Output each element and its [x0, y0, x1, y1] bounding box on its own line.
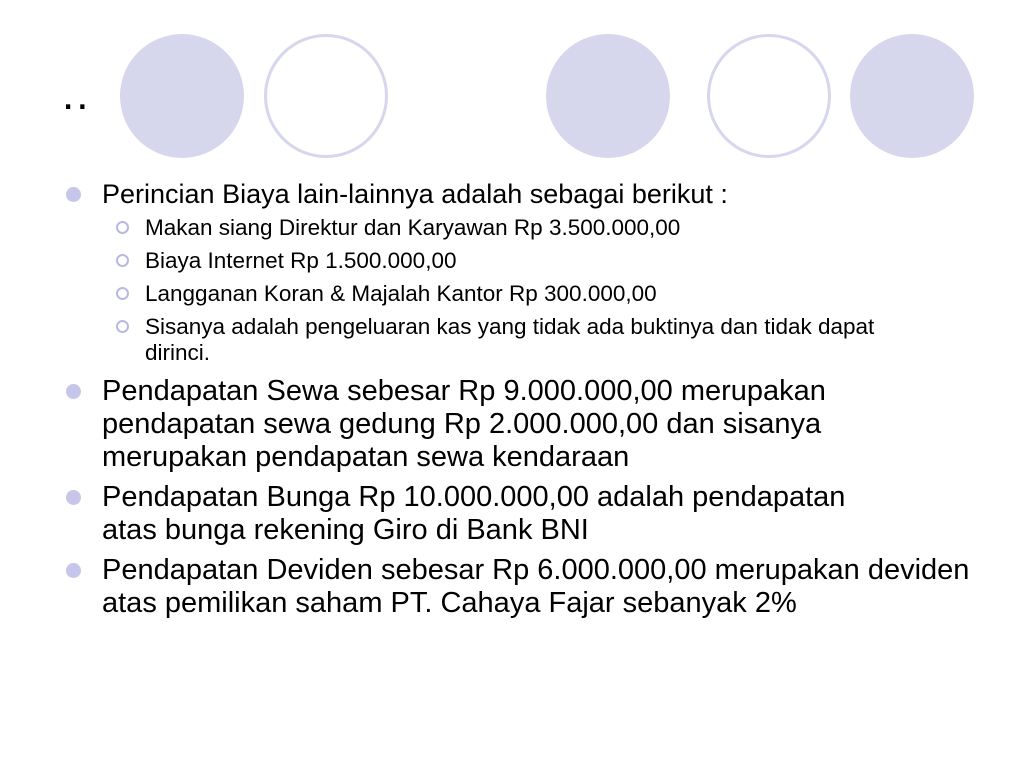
- bullet-item: [66, 481, 902, 547]
- bullet-text: Pendapatan Sewa sebesar Rp 9.000.000,00 merupakan pendapatan sewa gedung Rp 2.000.000,00 dan sisanya merupakan pendapatan sewa kendaraan: [102, 375, 826, 473]
- ring-bullet-icon: [116, 287, 129, 300]
- decorative-circle-filled-1: [120, 34, 244, 158]
- sub-bullet-list: [116, 215, 966, 366]
- ring-bullet-icon: [116, 221, 129, 234]
- decorative-circle-filled-2: [546, 34, 670, 158]
- bullet-text: Perincian Biaya lain-lainnya adalah sebagai berikut :: [102, 179, 728, 209]
- decorative-circle-filled-3: [850, 34, 974, 158]
- bullet-dot-icon: [66, 563, 81, 578]
- decorative-circle-outline-1: [264, 34, 388, 158]
- ring-bullet-icon: [116, 254, 129, 267]
- bullet-item: [66, 375, 966, 474]
- slide-title: ..: [62, 70, 91, 119]
- ring-bullet-icon: [116, 320, 129, 333]
- bullet-dot-icon: [66, 490, 81, 505]
- sub-bullet-text: Sisanya adalah pengeluaran kas yang tidak ada buktinya dan tidak dapat dirinci.: [145, 314, 875, 365]
- decorative-circle-outline-2: [707, 34, 831, 158]
- sub-bullet-item: [116, 281, 966, 307]
- bullet-text: Pendapatan Deviden sebesar Rp 6.000.000,00 merupakan deviden atas pemilikan saham PT. Cahaya Fajar sebanyak 2%: [102, 554, 970, 619]
- bullet-dot-icon: [66, 187, 81, 202]
- bullet-dot-icon: [66, 384, 81, 399]
- bullet-item: [66, 554, 972, 620]
- bullet-item: [66, 178, 966, 211]
- sub-bullet-text: Biaya Internet Rp 1.500.000,00: [145, 248, 457, 273]
- sub-bullet-text: Makan siang Direktur dan Karyawan Rp 3.500.000,00: [145, 215, 681, 240]
- sub-bullet-item: [116, 248, 966, 274]
- bullet-text: Pendapatan Bunga Rp 10.000.000,00 adalah pendapatan atas bunga rekening Giro di Bank BNI: [102, 481, 846, 546]
- sub-bullet-text: Langganan Koran & Majalah Kantor Rp 300.000,00: [145, 281, 657, 306]
- sub-bullet-item: [116, 215, 966, 241]
- slide-content: [66, 178, 970, 627]
- sub-bullet-item: [116, 314, 925, 366]
